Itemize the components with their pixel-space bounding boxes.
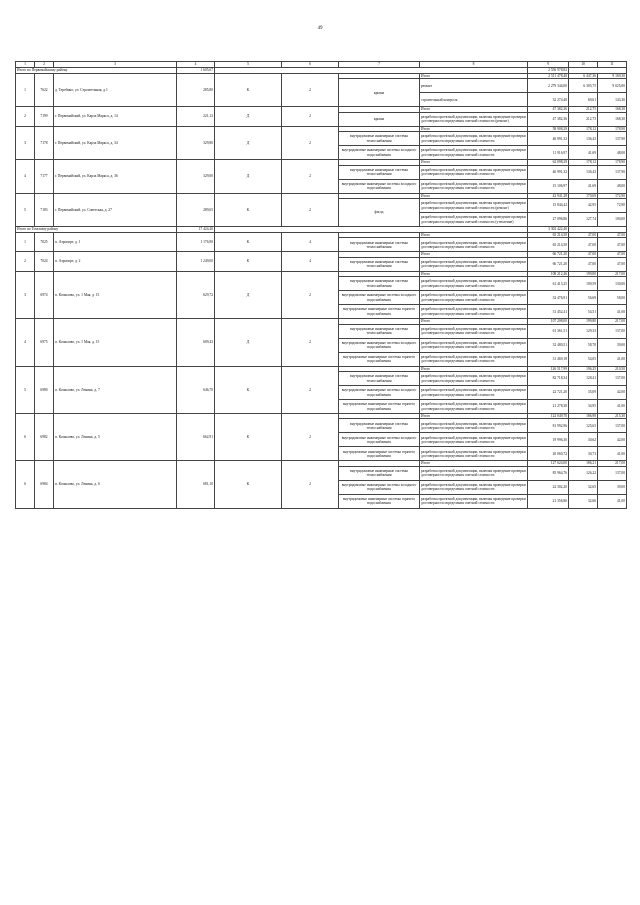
work-description: Итого [420, 126, 528, 131]
floor-count: 2 [282, 414, 339, 461]
specific-cost: 199,80 [569, 271, 598, 276]
record-number: 3 [16, 126, 35, 159]
district-total-area: 17 424,40 [177, 227, 215, 233]
specific-cost: 56,69 [569, 291, 598, 305]
wall-material: К [215, 366, 282, 413]
specific-cost: 42,95 [569, 199, 598, 213]
house-id: 7024 [35, 252, 54, 271]
limit-cost: 217,00 [598, 461, 627, 466]
limit-cost: 168,30 [598, 112, 627, 126]
limit-cost: 143,30 [598, 93, 627, 107]
specific-cost: 47,00 [569, 252, 598, 257]
wall-material: К [215, 461, 282, 508]
house-id: 7178 [35, 126, 54, 159]
engineering-system: внутридомовые инженерные системы теплоснабжения [339, 466, 420, 480]
work-cost: 32 476,91 [528, 291, 569, 305]
column-number: 3 [54, 62, 177, 68]
work-cost: 61 361,51 [528, 324, 569, 338]
limit-cost: 42,00 [598, 386, 627, 400]
wall-material: Д [215, 271, 282, 318]
floor-count: 2 [282, 461, 339, 508]
work-description: строительный контроль [420, 93, 528, 107]
column-number: 6 [282, 62, 339, 68]
limit-cost: 47,00 [598, 252, 627, 257]
specific-cost: 136,43 [569, 132, 598, 146]
work-description: Итого [420, 233, 528, 238]
work-cost: 21 278,38 [528, 400, 569, 414]
house-address: п. Аэропорт, д. 1 [54, 233, 177, 252]
specific-cost: 129,33 [569, 324, 598, 338]
specific-cost: 54,51 [569, 305, 598, 319]
work-cost: 22 721,20 [528, 386, 569, 400]
limit-cost: 217,00 [598, 319, 627, 324]
page-number: 49 [317, 26, 323, 31]
limit-cost: 178,90 [598, 160, 627, 165]
work-cost: 42 941,28 [528, 193, 569, 198]
limit-cost: 137,00 [598, 466, 627, 480]
work-cost: 11 916,97 [528, 146, 569, 160]
work-cost: 27 096,86 [528, 213, 569, 227]
limit-cost: 39,00 [598, 480, 627, 494]
limit-cost: 39,00 [598, 338, 627, 352]
limit-cost: 137,90 [598, 165, 627, 179]
house-id: 7183 [35, 193, 54, 226]
record-number: 5 [16, 193, 35, 226]
work-cost: 32 480,51 [528, 338, 569, 352]
work-description: разработка проектной документации, включая проведение проверки достоверности определения сметной стоимости [420, 146, 528, 160]
engineering-system: внутридомовые инженерные системы теплоснабжения [339, 165, 420, 179]
work-cost: 58 908,29 [528, 126, 569, 131]
work-description: разработка проектной документации, включая проведение проверки достоверности определения сметной стоимости [420, 447, 528, 461]
house-id: 6974 [35, 271, 54, 318]
work-cost: 61 413,25 [528, 277, 569, 291]
specific-cost: 196,25 [569, 366, 598, 371]
specific-cost: 54,05 [569, 352, 598, 366]
engineering-system: фасад [339, 199, 420, 227]
engineering-system: внутридомовые инженерные системы холодного водоснабжения [339, 480, 420, 494]
engineering-system: внутридомовые инженерные системы холодного водоснабжения [339, 146, 420, 160]
district-total-cost: 3 302 422,40 [528, 227, 569, 233]
work-cost: 47 382,36 [528, 112, 569, 126]
engineering-system: внутридомовые инженерные системы холодного водоснабжения [339, 291, 420, 305]
floor-count: 2 [282, 160, 339, 193]
specific-cost: 32,66 [569, 494, 598, 508]
work-cost: 46 991,32 [528, 132, 569, 146]
engineering-system: внутридомовые инженерные системы горячего водоснабжения [339, 305, 420, 319]
work-description: разработка проектной документации, включая проведение проверки достоверности определения сметной стоимости [420, 324, 528, 338]
work-description: разработка проектной документации, включая проведение проверки достоверности определения сметной стоимости [420, 466, 528, 480]
wall-material: Д [215, 126, 282, 159]
house-address: п. Копылово, ул. Ленина, д. 7 [54, 366, 177, 413]
limit-cost: 210,50 [598, 366, 627, 371]
engineering-system: внутридомовые инженерные системы горячего водоснабжения [339, 447, 420, 461]
specific-cost: 199,80 [569, 319, 598, 324]
house-id: 6982 [35, 414, 54, 461]
limit-cost: 172,90 [598, 193, 627, 198]
specific-cost: 6 447,36 [569, 74, 598, 79]
house-area: 681,10 [177, 461, 215, 508]
house-area: 629,72 [177, 271, 215, 318]
floor-count: 4 [282, 252, 339, 271]
wall-material: Д [215, 319, 282, 366]
work-description: разработка проектной документации, включая проведение проверки достоверности определения сметной стоимости (ремонт) [420, 199, 528, 213]
record-number: 4 [16, 160, 35, 193]
house-area: 285,80 [177, 74, 215, 107]
floor-count: 2 [282, 366, 339, 413]
house-id: 7177 [35, 160, 54, 193]
work-cost: 65 214,50 [528, 233, 569, 238]
specific-cost: 41,69 [569, 179, 598, 193]
limit-cost: 47,00 [598, 238, 627, 252]
floor-count: 2 [282, 74, 339, 107]
work-cost: 122 049,70 [528, 414, 569, 419]
engineering-system: внутридомовые инженерные системы горячего водоснабжения [339, 352, 420, 366]
work-description: Итого [420, 252, 528, 257]
work-cost: 22 302,20 [528, 480, 569, 494]
work-description: разработка проектной документации, включая проведение проверки достоверности определения сметной стоимости [420, 386, 528, 400]
work-description: Итого [420, 319, 528, 324]
record-number: 1 [16, 74, 35, 107]
limit-cost: 100,00 [598, 213, 627, 227]
engineering-system: внутридомовые инженерные системы горячего водоснабжения [339, 400, 420, 414]
wall-material: К [215, 252, 282, 271]
limit-cost: 47,00 [598, 233, 627, 238]
engineering-system: внутридомовые инженерные системы теплоснабжения [339, 419, 420, 433]
record-number: 4 [16, 319, 35, 366]
house-address: п. Копылово, ул. Ленина, д. 5 [54, 414, 177, 461]
work-description: Итого [420, 160, 528, 165]
work-description: разработка проектной документации, включая проведение проверки достоверности определения сметной стоимости [420, 238, 528, 252]
specific-cost: 32,65 [569, 480, 598, 494]
engineering-system: внутридомовые инженерные системы теплоснабжения [339, 277, 420, 291]
record-number: 1 [16, 233, 35, 252]
floor-count: 2 [282, 107, 339, 126]
work-description: Итого [420, 193, 528, 198]
column-number: 10 [569, 62, 598, 68]
district-total-area: 1 605,67 [177, 68, 215, 74]
specific-cost: 212,75 [569, 112, 598, 126]
work-description: разработка проектной документации, включая проведение проверки достоверности определения сметной стоимости (утепление) [420, 213, 528, 227]
house-area: 609,43 [177, 319, 215, 366]
work-cost: 31 452,41 [528, 305, 569, 319]
work-cost: 15 106,97 [528, 179, 569, 193]
specific-cost: 35,09 [569, 386, 598, 400]
specific-cost: 109,59 [569, 277, 598, 291]
house-address: п. Копылово, ул. 1 Мая, д. 15 [54, 319, 177, 366]
house-address: п. Копылово, ул. Ленина, д. 6 [54, 461, 177, 508]
work-cost: 81 992,96 [528, 419, 569, 433]
work-cost: 127 624,00 [528, 461, 569, 466]
wall-material: К [215, 414, 282, 461]
engineering-system: внутридомовые инженерные системы теплоснабжения [339, 257, 420, 271]
column-number: 1 [16, 62, 35, 68]
house-address: д. Теребино, ул. Строительная, д.1 [54, 74, 177, 107]
house-area: 329,80 [177, 126, 215, 159]
specific-cost: 30,62 [569, 433, 598, 447]
specific-cost: 126,22 [569, 466, 598, 480]
limit-cost: 9 025,00 [598, 79, 627, 93]
house-address: г. Первомайский, ул. Карла Маркса, д. 34 [54, 126, 177, 159]
work-description: Итого [420, 461, 528, 466]
house-area: 329,00 [177, 160, 215, 193]
work-cost: 19 996,30 [528, 433, 569, 447]
specific-cost: 47,00 [569, 233, 598, 238]
specific-cost: 127,74 [569, 213, 598, 227]
house-address: г. Первомайский, ул. Советская, д. 27 [54, 193, 177, 226]
engineering-system: крыша [339, 79, 420, 107]
work-description: разработка проектной документации, включая проведение проверки достоверности определения сметной стоимости [420, 352, 528, 366]
record-number: 5 [16, 366, 35, 413]
work-description: разработка проектной документации, включая проведение проверки достоверности определения сметной стоимости [420, 257, 528, 271]
limit-cost: 41,00 [598, 447, 627, 461]
limit-cost: 72,90 [598, 199, 627, 213]
work-description: разработка проектной документации, включая проведение проверки достоверности определения сметной стоимости [420, 277, 528, 291]
work-cost: 62 098,29 [528, 160, 569, 165]
engineering-system: внутридомовые инженерные системы теплоснабжения [339, 324, 420, 338]
work-description: разработка проектной документации, включая проведение проверки достоверности определения сметной стоимости [420, 419, 528, 433]
engineering-system: внутридомовые инженерные системы холодного водоснабжения [339, 386, 420, 400]
limit-cost: 48,00 [598, 146, 627, 160]
house-id: 6975 [35, 319, 54, 366]
work-cost: 21 356,86 [528, 494, 569, 508]
specific-cost: 136,43 [569, 165, 598, 179]
specific-cost: 186,21 [569, 461, 598, 466]
column-number: 7 [339, 62, 420, 68]
column-number: 9 [528, 62, 569, 68]
engineering-system: внутридомовые инженерные системы холодного водоснабжения [339, 433, 420, 447]
column-number: 4 [177, 62, 215, 68]
engineering-system: внутридомовые инженерные системы теплоснабжения [339, 372, 420, 386]
work-cost: 47 382,36 [528, 107, 569, 112]
wall-material: Д [215, 107, 282, 126]
district-total-label: Итого по Томскому району [16, 227, 177, 233]
limit-cost: 47,00 [598, 257, 627, 271]
house-id: 7622 [35, 74, 54, 107]
wall-material: К [215, 233, 282, 252]
work-cost: 66 721,20 [528, 252, 569, 257]
engineering-system: внутридомовые инженерные системы холодного водоснабжения [339, 338, 420, 352]
work-cost: 82 718,34 [528, 372, 569, 386]
wall-material: К [215, 193, 282, 226]
work-description: Итого [420, 271, 528, 276]
work-cost: 107 208,00 [528, 319, 569, 324]
limit-cost: 168,30 [598, 107, 627, 112]
work-description: Итого [420, 74, 528, 79]
record-number: 2 [16, 107, 35, 126]
specific-cost: 6 305,75 [569, 79, 598, 93]
specific-cost: 30,73 [569, 447, 598, 461]
house-address: г. Первомайский, ул. Карла Маркса, д. 36 [54, 160, 177, 193]
work-description: разработка проектной документации, включая проведение проверки достоверности определения сметной стоимости [420, 433, 528, 447]
engineering-system: внутридомовые инженерные системы теплоснабжения [339, 238, 420, 252]
engineering-system: внутридомовые инженерные системы теплоснабжения [339, 132, 420, 146]
work-description: разработка проектной документации, включая проведение проверки достоверности определения сметной стоимости [420, 372, 528, 386]
work-description: разработка проектной документации, включая проведение проверки достоверности определения сметной стоимости [420, 132, 528, 146]
limit-cost: 130,00 [598, 277, 627, 291]
work-description: разработка проектной документации, включая проведение проверки достоверности определения сметной стоимости [420, 165, 528, 179]
work-description: разработка проектной документации, включая проведение проверки достоверности определения сметной стоимости [420, 480, 528, 494]
house-area: 662,91 [177, 414, 215, 461]
limit-cost: 217,00 [598, 271, 627, 276]
record-number: 3 [16, 271, 35, 318]
floor-count: 4 [282, 233, 339, 252]
work-cost: 108 212,46 [528, 271, 569, 276]
work-description: разработка проектной документации, включая проведение проверки достоверности определения сметной стоимости [420, 338, 528, 352]
house-id: 6984 [35, 461, 54, 508]
record-number: 6 [16, 461, 35, 508]
work-description: Итого [420, 107, 528, 112]
work-description: разработка проектной документации, включая проведение проверки достоверности определения сметной стоимости [420, 305, 528, 319]
house-area: 289,65 [177, 193, 215, 226]
house-address: п. Копылово, ул. 1 Мая, д. 15 [54, 271, 177, 318]
work-cost: 65 214,50 [528, 238, 569, 252]
limit-cost: 137,00 [598, 324, 627, 338]
house-id: 7199 [35, 107, 54, 126]
specific-cost: 170,69 [569, 193, 598, 198]
specific-cost: 47,00 [569, 257, 598, 271]
wall-material: К [215, 74, 282, 107]
work-description: разработка проектной документации, включая проведение проверки достоверности определения сметной стоимости [420, 400, 528, 414]
engineering-system: внутридомовые инженерные системы холодного водоснабжения [339, 179, 420, 193]
work-cost: 15 844,42 [528, 199, 569, 213]
specific-cost: 125,63 [569, 419, 598, 433]
work-description: Итого [420, 414, 528, 419]
limit-cost: 137,00 [598, 419, 627, 433]
specific-cost: 128,41 [569, 372, 598, 386]
limit-cost: 41,00 [598, 305, 627, 319]
district-total-label: Итого по Первомайскому району [16, 68, 177, 74]
specific-cost: 178,12 [569, 126, 598, 131]
work-cost: 66 721,20 [528, 257, 569, 271]
work-cost: 31 469,18 [528, 352, 569, 366]
floor-count: 2 [282, 193, 339, 226]
work-description: разработка проектной документации, включая проведение проверки достоверности определения сметной стоимости (ремонт) [420, 112, 528, 126]
wall-material: Д [215, 160, 282, 193]
specific-cost: 34,95 [569, 400, 598, 414]
house-id: 7025 [35, 233, 54, 252]
floor-count: 2 [282, 319, 339, 366]
limit-cost: 41,00 [598, 352, 627, 366]
work-description: разработка проектной документации, включая проведение проверки достоверности определения сметной стоимости [420, 179, 528, 193]
limit-cost: 215,30 [598, 414, 627, 419]
work-cost: 126 517,99 [528, 366, 569, 371]
work-cost: 32 274,40 [528, 93, 569, 107]
column-number: 11 [598, 62, 627, 68]
specific-cost: 178,12 [569, 160, 598, 165]
work-description: Итого [420, 366, 528, 371]
floor-count: 2 [282, 126, 339, 159]
specific-cost: 69,61 [569, 93, 598, 107]
house-area: 646,70 [177, 366, 215, 413]
limit-cost: 137,00 [598, 372, 627, 386]
work-cost: 46 991,32 [528, 165, 569, 179]
work-description: разработка проектной документации, включая проведение проверки достоверности определения сметной стоимости [420, 291, 528, 305]
specific-cost: 186,98 [569, 414, 598, 419]
specific-cost: 47,00 [569, 238, 598, 252]
limit-cost: 58,00 [598, 291, 627, 305]
house-area: 221,12 [177, 107, 215, 126]
engineering-system: внутридомовые инженерные системы горячего водоснабжения [339, 494, 420, 508]
work-cost: 2 511 478,40 [528, 74, 569, 79]
work-cost: 20 060,72 [528, 447, 569, 461]
house-address: п. Аэропорт, д. 2 [54, 252, 177, 271]
floor-count: 2 [282, 271, 339, 318]
house-area: 1 249,00 [177, 252, 215, 271]
record-number: 2 [16, 252, 35, 271]
limit-cost: 9 169,30 [598, 74, 627, 79]
work-cost: 2 279 344,00 [528, 79, 569, 93]
limit-cost: 48,00 [598, 179, 627, 193]
column-number: 2 [35, 62, 54, 68]
limit-cost: 137,90 [598, 132, 627, 146]
house-address: г. Первомайский, ул. Карла Маркса, д. 14 [54, 107, 177, 126]
district-total-cost: 2 556 978,82 [528, 68, 569, 74]
work-cost: 85 964,76 [528, 466, 569, 480]
limit-cost: 42,00 [598, 433, 627, 447]
record-number: 6 [16, 414, 35, 461]
engineering-system: крыша [339, 112, 420, 126]
limit-cost: 41,00 [598, 494, 627, 508]
specific-cost: 212,75 [569, 107, 598, 112]
limit-cost: 178,90 [598, 126, 627, 131]
capital-repair-table [15, 61, 627, 509]
column-number: 5 [215, 62, 282, 68]
limit-cost: 41,00 [598, 400, 627, 414]
work-description: разработка проектной документации, включая проведение проверки достоверности определения сметной стоимости [420, 494, 528, 508]
column-number: 8 [420, 62, 528, 68]
specific-cost: 58,70 [569, 338, 598, 352]
house-id: 6980 [35, 366, 54, 413]
work-description: ремонт [420, 79, 528, 93]
house-area: 1 176,90 [177, 233, 215, 252]
specific-cost: 41,69 [569, 146, 598, 160]
